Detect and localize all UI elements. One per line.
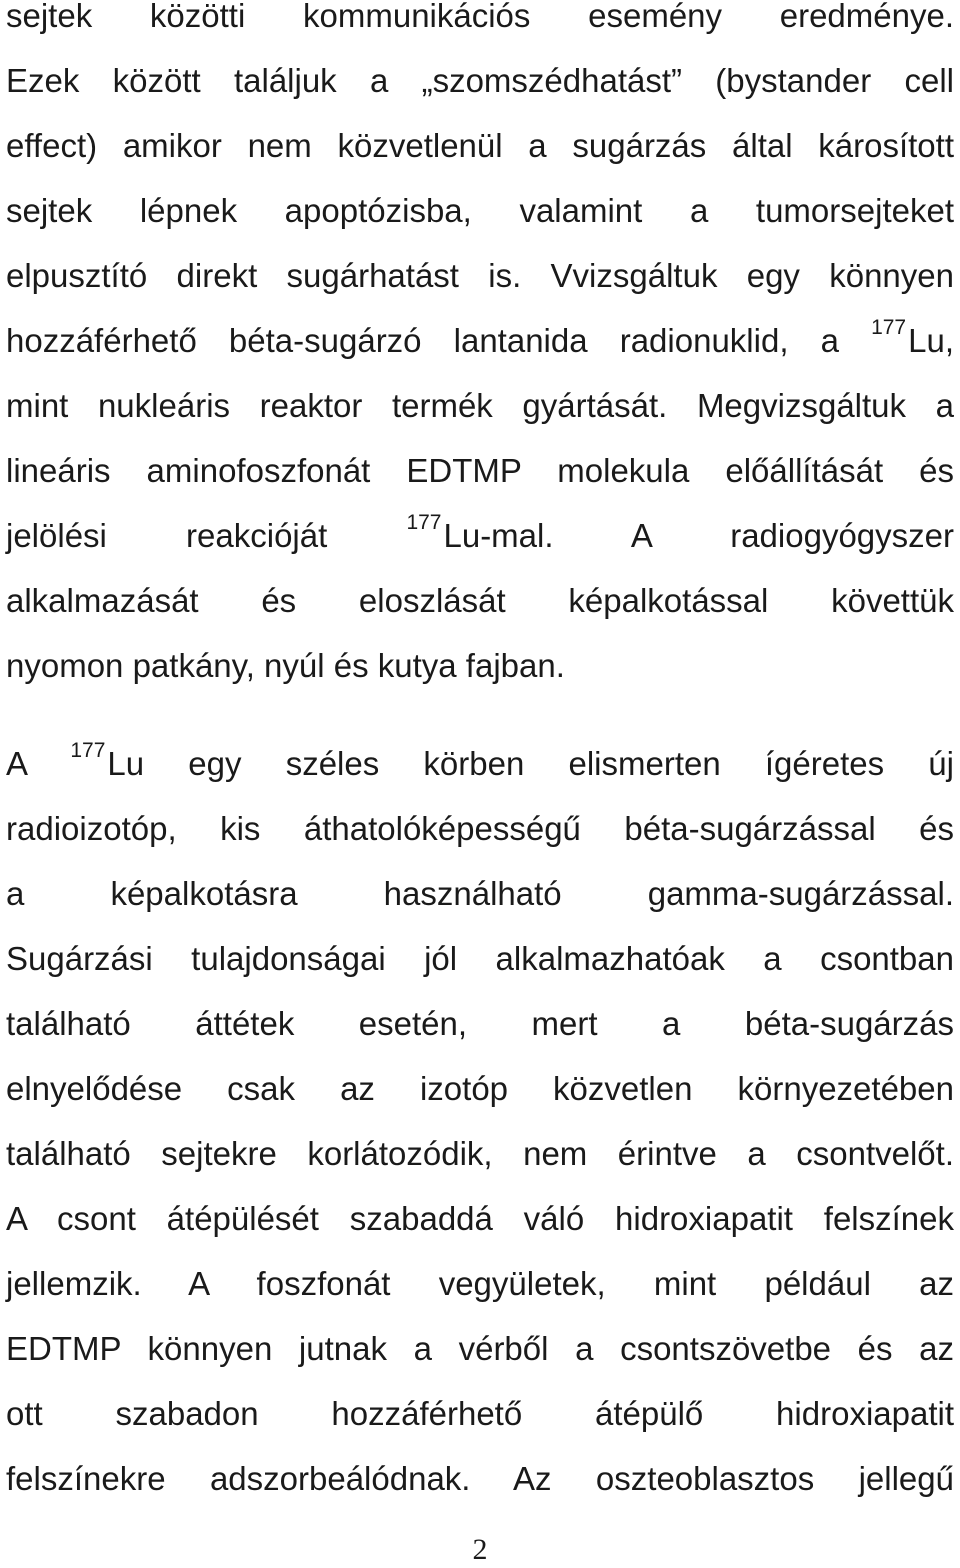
text-line: elnyelődése csak az izotóp közvetlen környezetében: [6, 1070, 954, 1107]
text-segment: jelölési reakcióját: [6, 517, 407, 554]
text-line: Sugárzási tulajdonságai jól alkalmazhatóak a csontban: [6, 940, 954, 977]
text-line: található áttétek esetén, mert a béta-sugárzás: [6, 1005, 954, 1042]
text-segment: A: [6, 745, 71, 782]
text-line: [6, 316, 954, 366]
text-segment: Lu-mal. A radiogyógyszer: [443, 517, 954, 554]
text-line: sejtek lépnek apoptózisba, valamint a tumorsejteket: [6, 192, 954, 229]
text-segment: Lu egy széles körben elismerten ígéretes új: [107, 745, 954, 782]
text-line: alkalmazását és eloszlását képalkotással követtük: [6, 582, 954, 619]
text-line: Ezek között találjuk a „szomszédhatást” (bystander cell: [6, 62, 954, 99]
page-number: 2: [472, 1533, 488, 1566]
text-line: a képalkotásra használható gamma-sugárzással.: [6, 875, 954, 912]
text-line: effect) amikor nem közvetlenül a sugárzás által károsított: [6, 127, 954, 164]
text-line: mint nukleáris reaktor termék gyártását. Megvizsgáltuk a: [6, 387, 954, 424]
text-line: EDTMP könnyen jutnak a vérből a csontszövetbe és az: [6, 1330, 954, 1367]
text-line: sejtek közötti kommunikációs esemény eredménye.: [6, 0, 954, 34]
isotope-superscript: 177: [871, 316, 907, 339]
isotope-superscript: 177: [70, 739, 106, 762]
text-segment: Lu,: [908, 322, 954, 359]
isotope-superscript: 177: [406, 511, 442, 534]
text-line: [6, 739, 954, 789]
text-line: nyomon patkány, nyúl és kutya fajban.: [6, 647, 565, 684]
text-line: lineáris aminofoszfonát EDTMP molekula előállítását és: [6, 452, 954, 489]
text-line: A csont átépülését szabaddá váló hidroxiapatit felszínek: [6, 1200, 954, 1237]
text-line: található sejtekre korlátozódik, nem érintve a csontvelőt.: [6, 1135, 954, 1172]
text-segment: hozzáférhető béta-sugárzó lantanida radionuklid, a: [6, 322, 872, 359]
text-line: elpusztító direkt sugárhatást is. Vvizsgáltuk egy könnyen: [6, 257, 954, 294]
text-line: [6, 511, 954, 561]
text-line: ott szabadon hozzáférhető átépülő hidroxiapatit: [6, 1395, 954, 1432]
text-line: radioizotóp, kis áthatolóképességű béta-sugárzással és: [6, 810, 954, 847]
text-line: jellemzik. A foszfonát vegyületek, mint például az: [6, 1265, 954, 1302]
text-line: felszínekre adszorbeálódnak. Az oszteoblasztos jellegű: [6, 1460, 954, 1497]
